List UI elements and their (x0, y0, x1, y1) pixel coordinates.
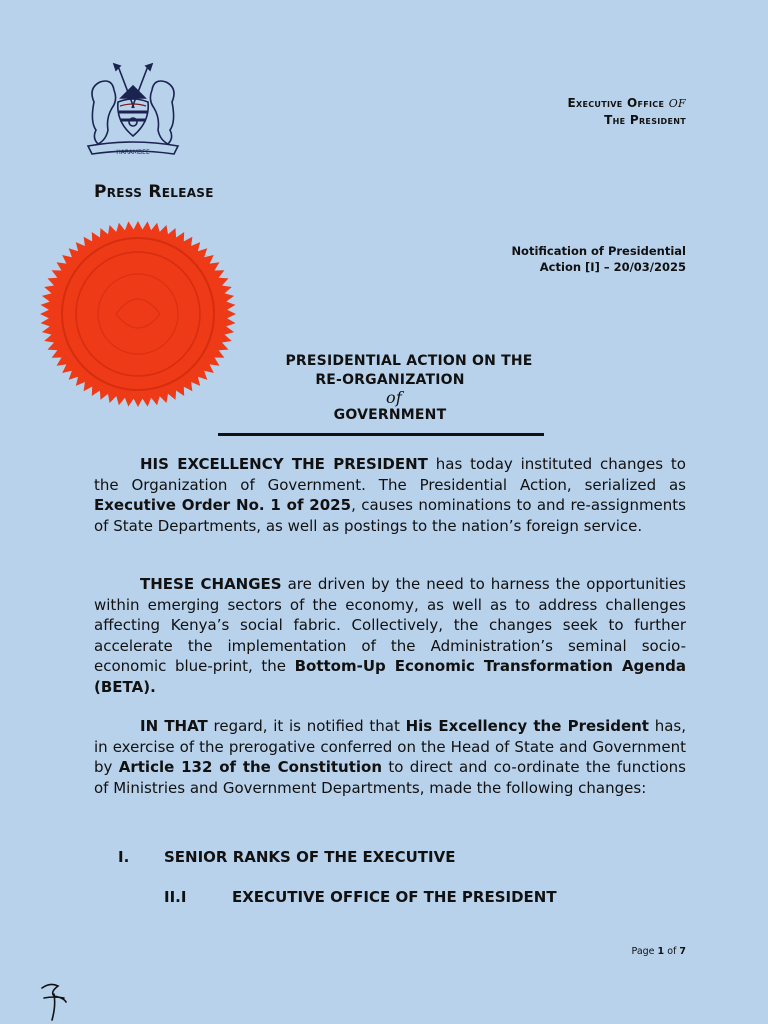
coat-of-arms-icon (78, 62, 188, 160)
paragraph-1: HIS EXCELLENCY THE PRESIDENT has today instituted changes to the Organization of Government. The Presidential Action, serialized as Executive Order No. 1 of 2025, causes nominations to and re-assignments of State Departments, as well as postings to the nation’s foreign service. (94, 455, 686, 535)
office-of: of (668, 93, 686, 111)
paragraph-3: IN THAT regard, it is notified that His Excellency the President has, in exercise of the prerogative conferred on the Head of State and Government by Article 132 of the Constitution to direct and co-ordinate the functions of Ministries and Government Departments, made the following changes: (94, 717, 686, 797)
red-seal-icon (36, 218, 240, 410)
svg-text:HARAMBEE: HARAMBEE (116, 149, 150, 156)
section-title-1: SENIOR RANKS OF THE EXECUTIVE (164, 848, 456, 866)
notification-reference (511, 243, 686, 275)
title-line-1: PRESIDENTIAL ACTION ON THE (285, 353, 533, 369)
press-release-heading: Press Release (94, 182, 214, 202)
office-line-1: Executive Office (567, 96, 665, 110)
notification-line-2: Action [I] – 20/03/2025 (539, 260, 686, 274)
section-heading-2 (164, 888, 557, 906)
section-title-2: EXECUTIVE OFFICE OF THE PRESIDENT (232, 888, 557, 906)
document-title (218, 352, 544, 425)
title-line-3: GOVERNMENT (333, 407, 447, 423)
executive-office-header (568, 94, 686, 129)
section-number-2: II.I (164, 888, 187, 906)
section-heading-1 (118, 848, 455, 866)
initials-signature-icon (38, 976, 68, 1022)
section-number-1: I. (118, 848, 130, 866)
paragraph-2: THESE CHANGES are driven by the need to harness the opportunities within emerging sectors of the economy, as well as to address challenges affecting Kenya’s social fabric. Collectively, the changes seek to further accelerate the implementation of the Administration’s seminal socio-economic blue-print, the Bottom-Up Economic Transformation Agenda (BETA). (94, 575, 686, 696)
title-line-2: RE-ORGANIZATION (315, 372, 465, 388)
page-number: Page 1 of 7 (631, 946, 686, 957)
office-line-2: The President (604, 113, 686, 127)
notification-line-1: Notification of Presidential (511, 244, 686, 258)
title-underline (218, 433, 544, 436)
title-of: of (386, 388, 402, 407)
